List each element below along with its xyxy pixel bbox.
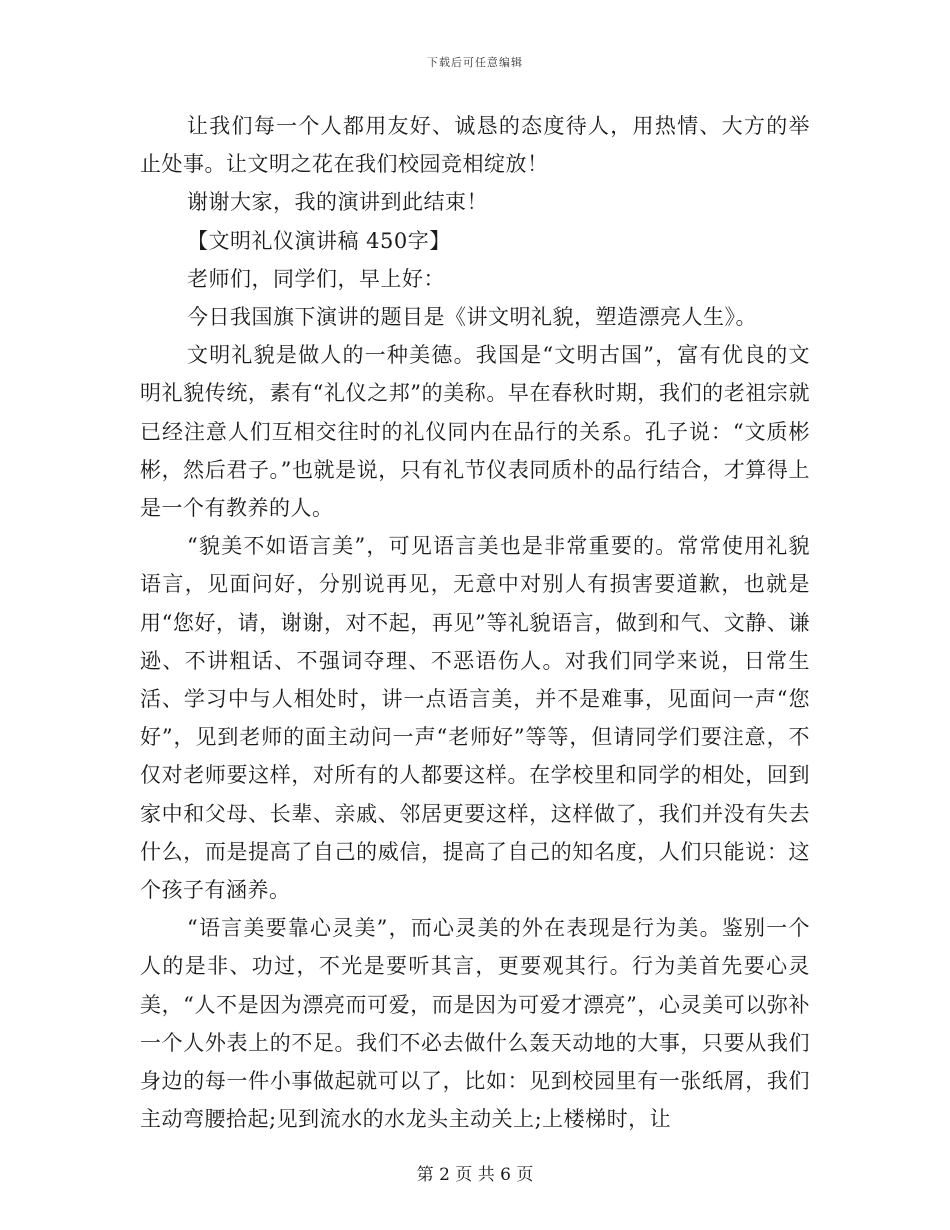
paragraph-heart-beauty: “语言美要靠心灵美”，而心灵美的外在表现是行为美。鉴别一个人的是非、功过，不光是要听其言，更要观其行。行为美首先要心灵美，“人不是因为漂亮而可爱，而是因为可爱才漂亮”，心灵美可以弥补一个人外表上的不足。我们不必去做什么轰天动地的大事，只要从我们身边的每一件小事做起就可以了，比如：见到校园里有一张纸屑，我们主动弯腰拾起;见到流水的水龙头主动关上;上楼梯时，让 [140, 916, 810, 1132]
paragraph-closing-wish: 让我们每一个人都用友好、诚恳的态度待人，用热情、大方的举止处事。让文明之花在我们校园竞相绽放！ [140, 114, 810, 177]
page-footer: 第 2 页 共 6 页 [416, 1165, 534, 1185]
paragraph-virtue: 文明礼貌是做人的一种美德。我国是“文明古国”，富有优良的文明礼貌传统，素有“礼仪之邦”的美称。早在春秋时期，我们的老祖宗就已经注意人们互相交往时的礼仪同内在品行的关系。孔子说：“文质彬彬，然后君子。”也就是说，只有礼节仪表同质朴的品行结合，才算得上是一个有教养的人。 [140, 343, 810, 521]
paragraph-topic: 今日我国旗下演讲的题目是《讲文明礼貌，塑造漂亮人生》。 [187, 305, 757, 330]
document-body [140, 107, 810, 1138]
paragraph-greeting: 老师们，同学们，早上好： [187, 266, 445, 291]
page-header: 下载后可任意编辑 [427, 56, 523, 69]
paragraph-thanks: 谢谢大家，我的演讲到此结束！ [187, 190, 488, 215]
section-title: 【文明礼仪演讲稿 450字】 [187, 228, 451, 253]
paragraph-language-beauty: “貌美不如语言美”，可见语言美也是非常重要的。常常使用礼貌语言，见面问好，分别说再见，无意中对别人有损害要道歉，也就是用“您好，请，谢谢，对不起，再见”等礼貌语言，做到和气、文静、谦逊、不讲粗话、不强词夺理、不恶语伤人。对我们同学来说，日常生活、学习中与人相处时，讲一点语言美，并不是难事，见面问一声“您好”，见到老师的面主动问一声“老师好”等等，但请同学们要注意，不仅对老师要这样，对所有的人都要这样。在学校里和同学的相处，回到家中和父母、长辈、亲戚、邻居更要这样，这样做了，我们并没有失去什么，而是提高了自己的威信，提高了自己的知名度，人们只能说：这个孩子有涵养。 [140, 534, 810, 903]
